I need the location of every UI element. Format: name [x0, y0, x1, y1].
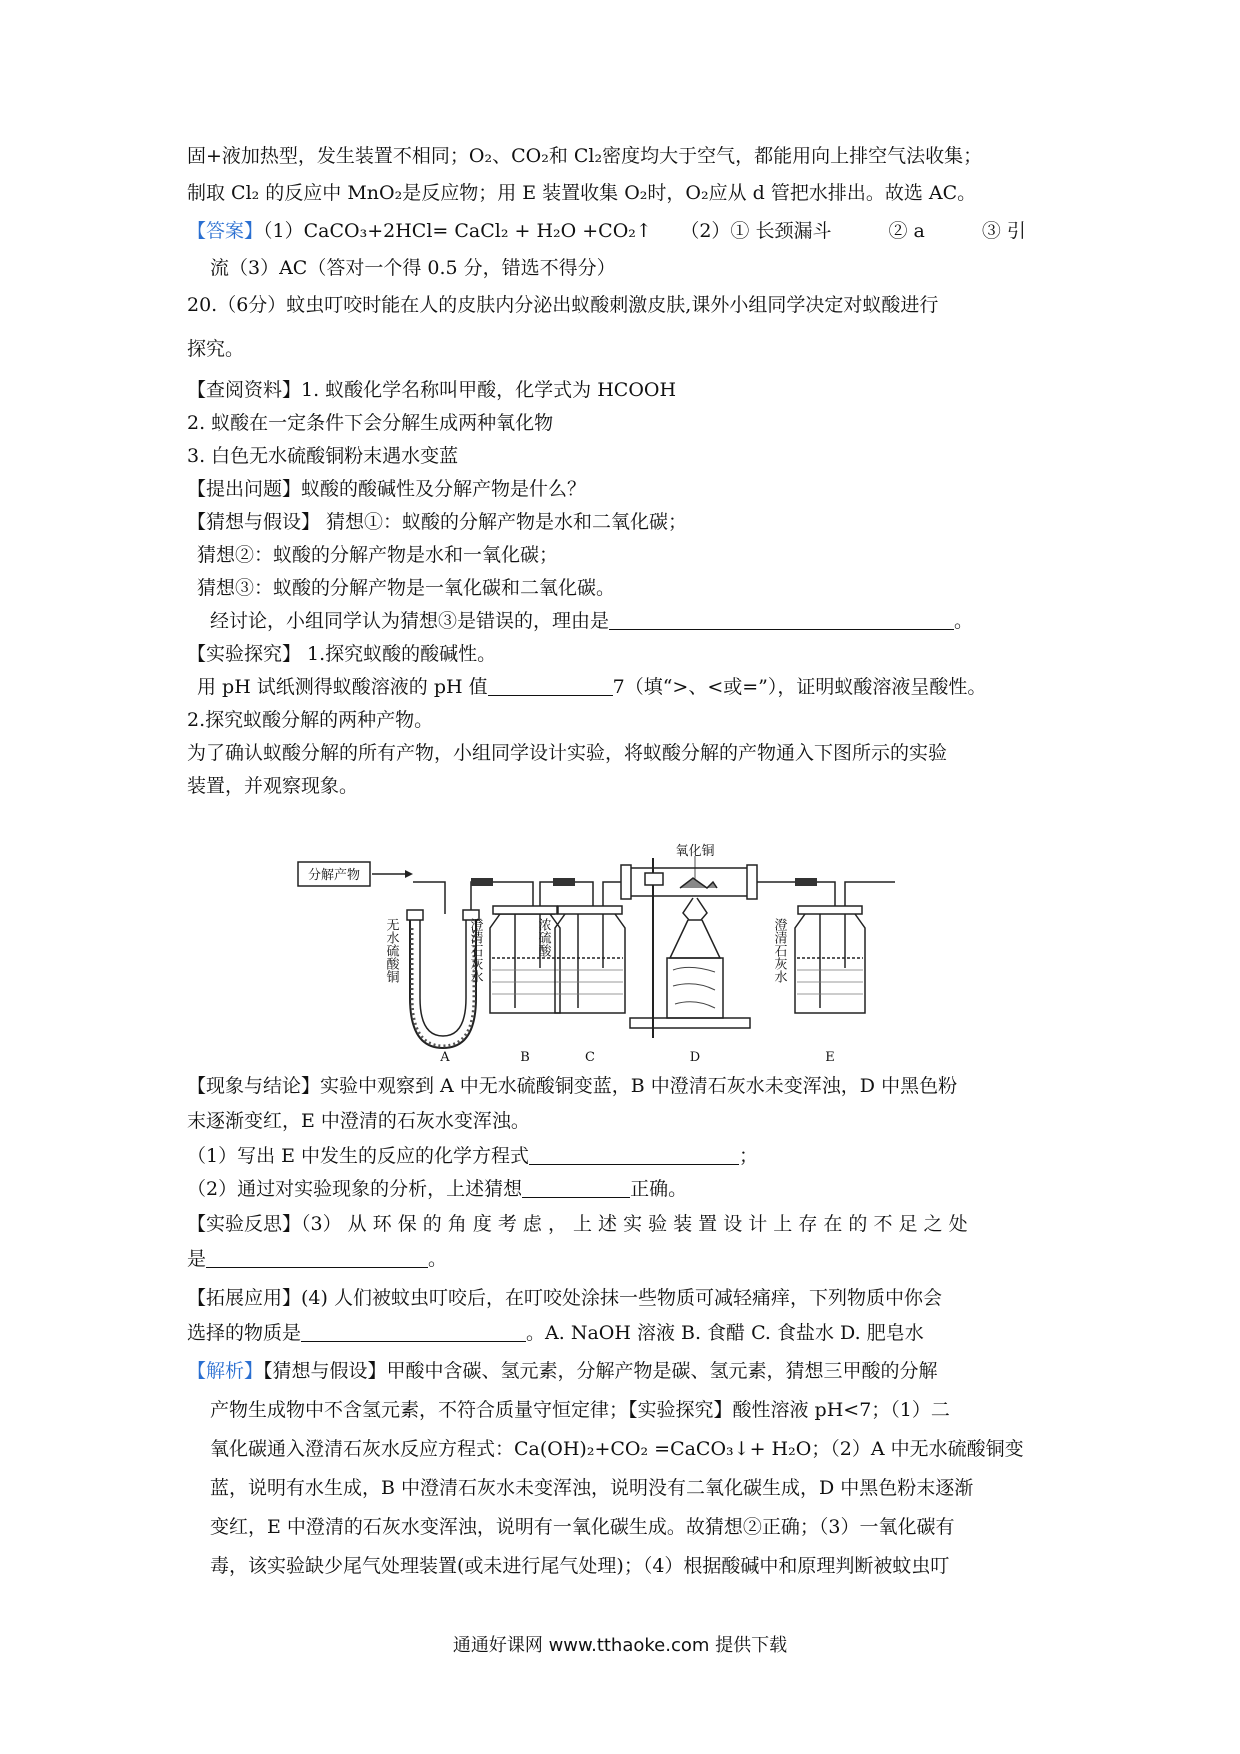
analysis-line-6: 毒，该实验缺少尾气处理装置(或未进行尾气处理)；（4）根据酸碱中和原理判断被蚊虫叮 — [210, 1555, 950, 1577]
inlet-label: 分解产物 — [307, 868, 361, 883]
bottle-e — [795, 914, 865, 1013]
guess-1: 【猜想与假设】 猜想①：蚁酸的分解产物是水和二氧化碳； — [187, 511, 688, 533]
lamp-stand-block — [667, 958, 723, 1018]
label-c-reagent: 浓硫酸 — [535, 918, 551, 957]
discussion-line: 经讨论，小组同学认为猜想③是错误的，理由是 。 — [210, 610, 974, 632]
info-2: 2. 蚁酸在一定条件下会分解生成两种氧化物 — [187, 412, 554, 434]
ph-answer-blank[interactable] — [488, 675, 613, 696]
analysis-line-5: 变红，E 中澄清的石灰水变浑浊，说明有一氧化碳生成。故猜想②正确；（3）一氧化碳有 — [210, 1516, 955, 1538]
label-letter-b: B — [520, 1050, 530, 1065]
reflection-answer-blank[interactable] — [206, 1247, 428, 1268]
experiment-1: 【实验探究】 1.探究蚁酸的酸碱性。 — [187, 643, 497, 665]
label-letter-c: C — [585, 1050, 595, 1065]
reflection-answer-line: 是 。 — [187, 1248, 448, 1270]
info-3: 3. 白色无水硫酸铜粉末遇水变蓝 — [187, 445, 459, 467]
label-letter-a: A — [440, 1050, 450, 1065]
guess-3: 猜想③：蚁酸的分解产物是一氧化碳和二氧化碳。 — [197, 577, 616, 599]
label-b-reagent: 澄清石灰水 — [467, 918, 483, 983]
base-plate — [630, 1018, 750, 1028]
experiment-text: 为了确认蚁酸分解的所有产物，小组同学设计实验，将蚁酸分解的产物通入下图所示的实验 — [187, 742, 948, 764]
flame — [683, 898, 707, 920]
tube — [413, 882, 445, 914]
observation-2: 末逐渐变红，E 中澄清的石灰水变浑浊。 — [187, 1110, 530, 1132]
page-footer: 通通好课网 www.tthaoke.com 提供下载 — [452, 1635, 788, 1656]
question-20-stem-end: 探究。 — [187, 338, 245, 360]
equation-answer-blank[interactable] — [529, 1144, 739, 1165]
guess-answer-blank[interactable] — [522, 1177, 630, 1198]
answer-line — [187, 218, 1026, 244]
ph-line: 用 pH 试纸测得蚁酸溶液的 pH 值 7（填“>、<或=”），证明蚁酸溶液呈酸性。 — [197, 676, 987, 698]
question-20-stem: 20.（6分）蚊虫叮咬时能在人的皮肤内分泌出蚁酸刺激皮肤,课外小组同学决定对蚁酸进行 — [187, 294, 939, 316]
bottle-c — [555, 914, 625, 1013]
apparatus-diagram — [295, 844, 940, 1065]
analysis-line-4: 蓝，说明有水生成，B 中澄清石灰水未变浑浊，说明没有二氧化碳生成，D 中黑色粉末逐渐 — [210, 1477, 974, 1499]
copper-oxide-label: 氧化铜 — [675, 844, 715, 859]
application-1: 【拓展应用】(4) 人们被蚊虫叮咬后，在叮咬处涂抹一些物质可减轻痛痒，下列物质中你会 — [187, 1287, 942, 1309]
analysis-tag: 【解析】 — [187, 1360, 264, 1382]
text-line: 固+液加热型，发生装置不相同；O₂、CO₂和 Cl₂密度均大于空气，都能用向上排空气法收集； — [187, 145, 983, 167]
answer-text: （1）CaCO₃+2HCl= CaCl₂ + H₂O +CO₂↑ （2）① 长颈漏斗 ② a ③ 引 — [263, 220, 1026, 242]
guess-2: 猜想②：蚁酸的分解产物是水和一氧化碳； — [197, 544, 559, 566]
label-letter-d: D — [689, 1050, 701, 1065]
observation-1: 【现象与结论】实验中观察到 A 中无水硫酸铜变蓝，B 中澄清石灰水未变浑浊，D 中黑色粉 — [187, 1075, 958, 1097]
text-line: 制取 Cl₂ 的反应中 MnO₂是反应物；用 E 装置收集 O₂时，O₂应从 d 管把水排出。故选 AC。 — [187, 182, 977, 204]
analysis-line-3: 氧化碳通入澄清石灰水反应方程式：Ca(OH)₂+CO₂ =CaCO₃↓+ H₂O；（2）A 中无水硫酸铜变 — [210, 1438, 1024, 1460]
experiment-text-end: 装置，并观察现象。 — [187, 775, 359, 797]
outlet-tube — [845, 882, 895, 906]
answer-continuation: 流（3）AC（答对一个得 0.5 分，错选不得分） — [210, 257, 616, 279]
answer-tag: 【答案】 — [187, 220, 264, 242]
info-1: 【查阅资料】1. 蚁酸化学名称叫甲酸，化学式为 HCOOH — [187, 379, 677, 401]
question-1: （1）写出 E 中发生的反应的化学方程式 ； — [187, 1145, 759, 1167]
copper-oxide-powder — [680, 878, 717, 888]
label-letter-e: E — [825, 1050, 835, 1065]
reflection: 【实验反思】（3） 从 环 保 的 角 度 考 虑 ， 上 述 实 验 装 置 设 计 上 存 在 的 不 足 之 处 — [187, 1213, 968, 1235]
analysis-line-2: 产物生成物中不含氢元素，不符合质量守恒定律；【实验探究】酸性溶液 pH<7；（1）二 — [210, 1399, 950, 1421]
application-2: 选择的物质是 。A. NaOH 溶液 B. 食醋 C. 食盐水 D. 肥皂水 — [187, 1322, 924, 1344]
application-answer-blank[interactable] — [301, 1321, 526, 1342]
tube — [505, 882, 533, 906]
question-2: （2）通过对实验现象的分析，上述猜想 正确。 — [187, 1178, 688, 1200]
reason-answer-blank[interactable] — [609, 609, 954, 630]
research-question: 【提出问题】蚁酸的酸碱性及分解产物是什么？ — [187, 478, 587, 500]
experiment-2: 2.探究蚁酸分解的两种产物。 — [187, 709, 434, 731]
analysis-line-1: 【解析】【猜想与假设】甲酸中含碳、氢元素，分解产物是碳、氢元素，猜想三甲酸的分解 — [187, 1360, 938, 1382]
alcohol-lamp — [670, 920, 720, 958]
label-e-reagent: 澄清石灰水 — [771, 918, 787, 983]
label-a-reagent: 无水硫酸铜 — [383, 918, 399, 983]
